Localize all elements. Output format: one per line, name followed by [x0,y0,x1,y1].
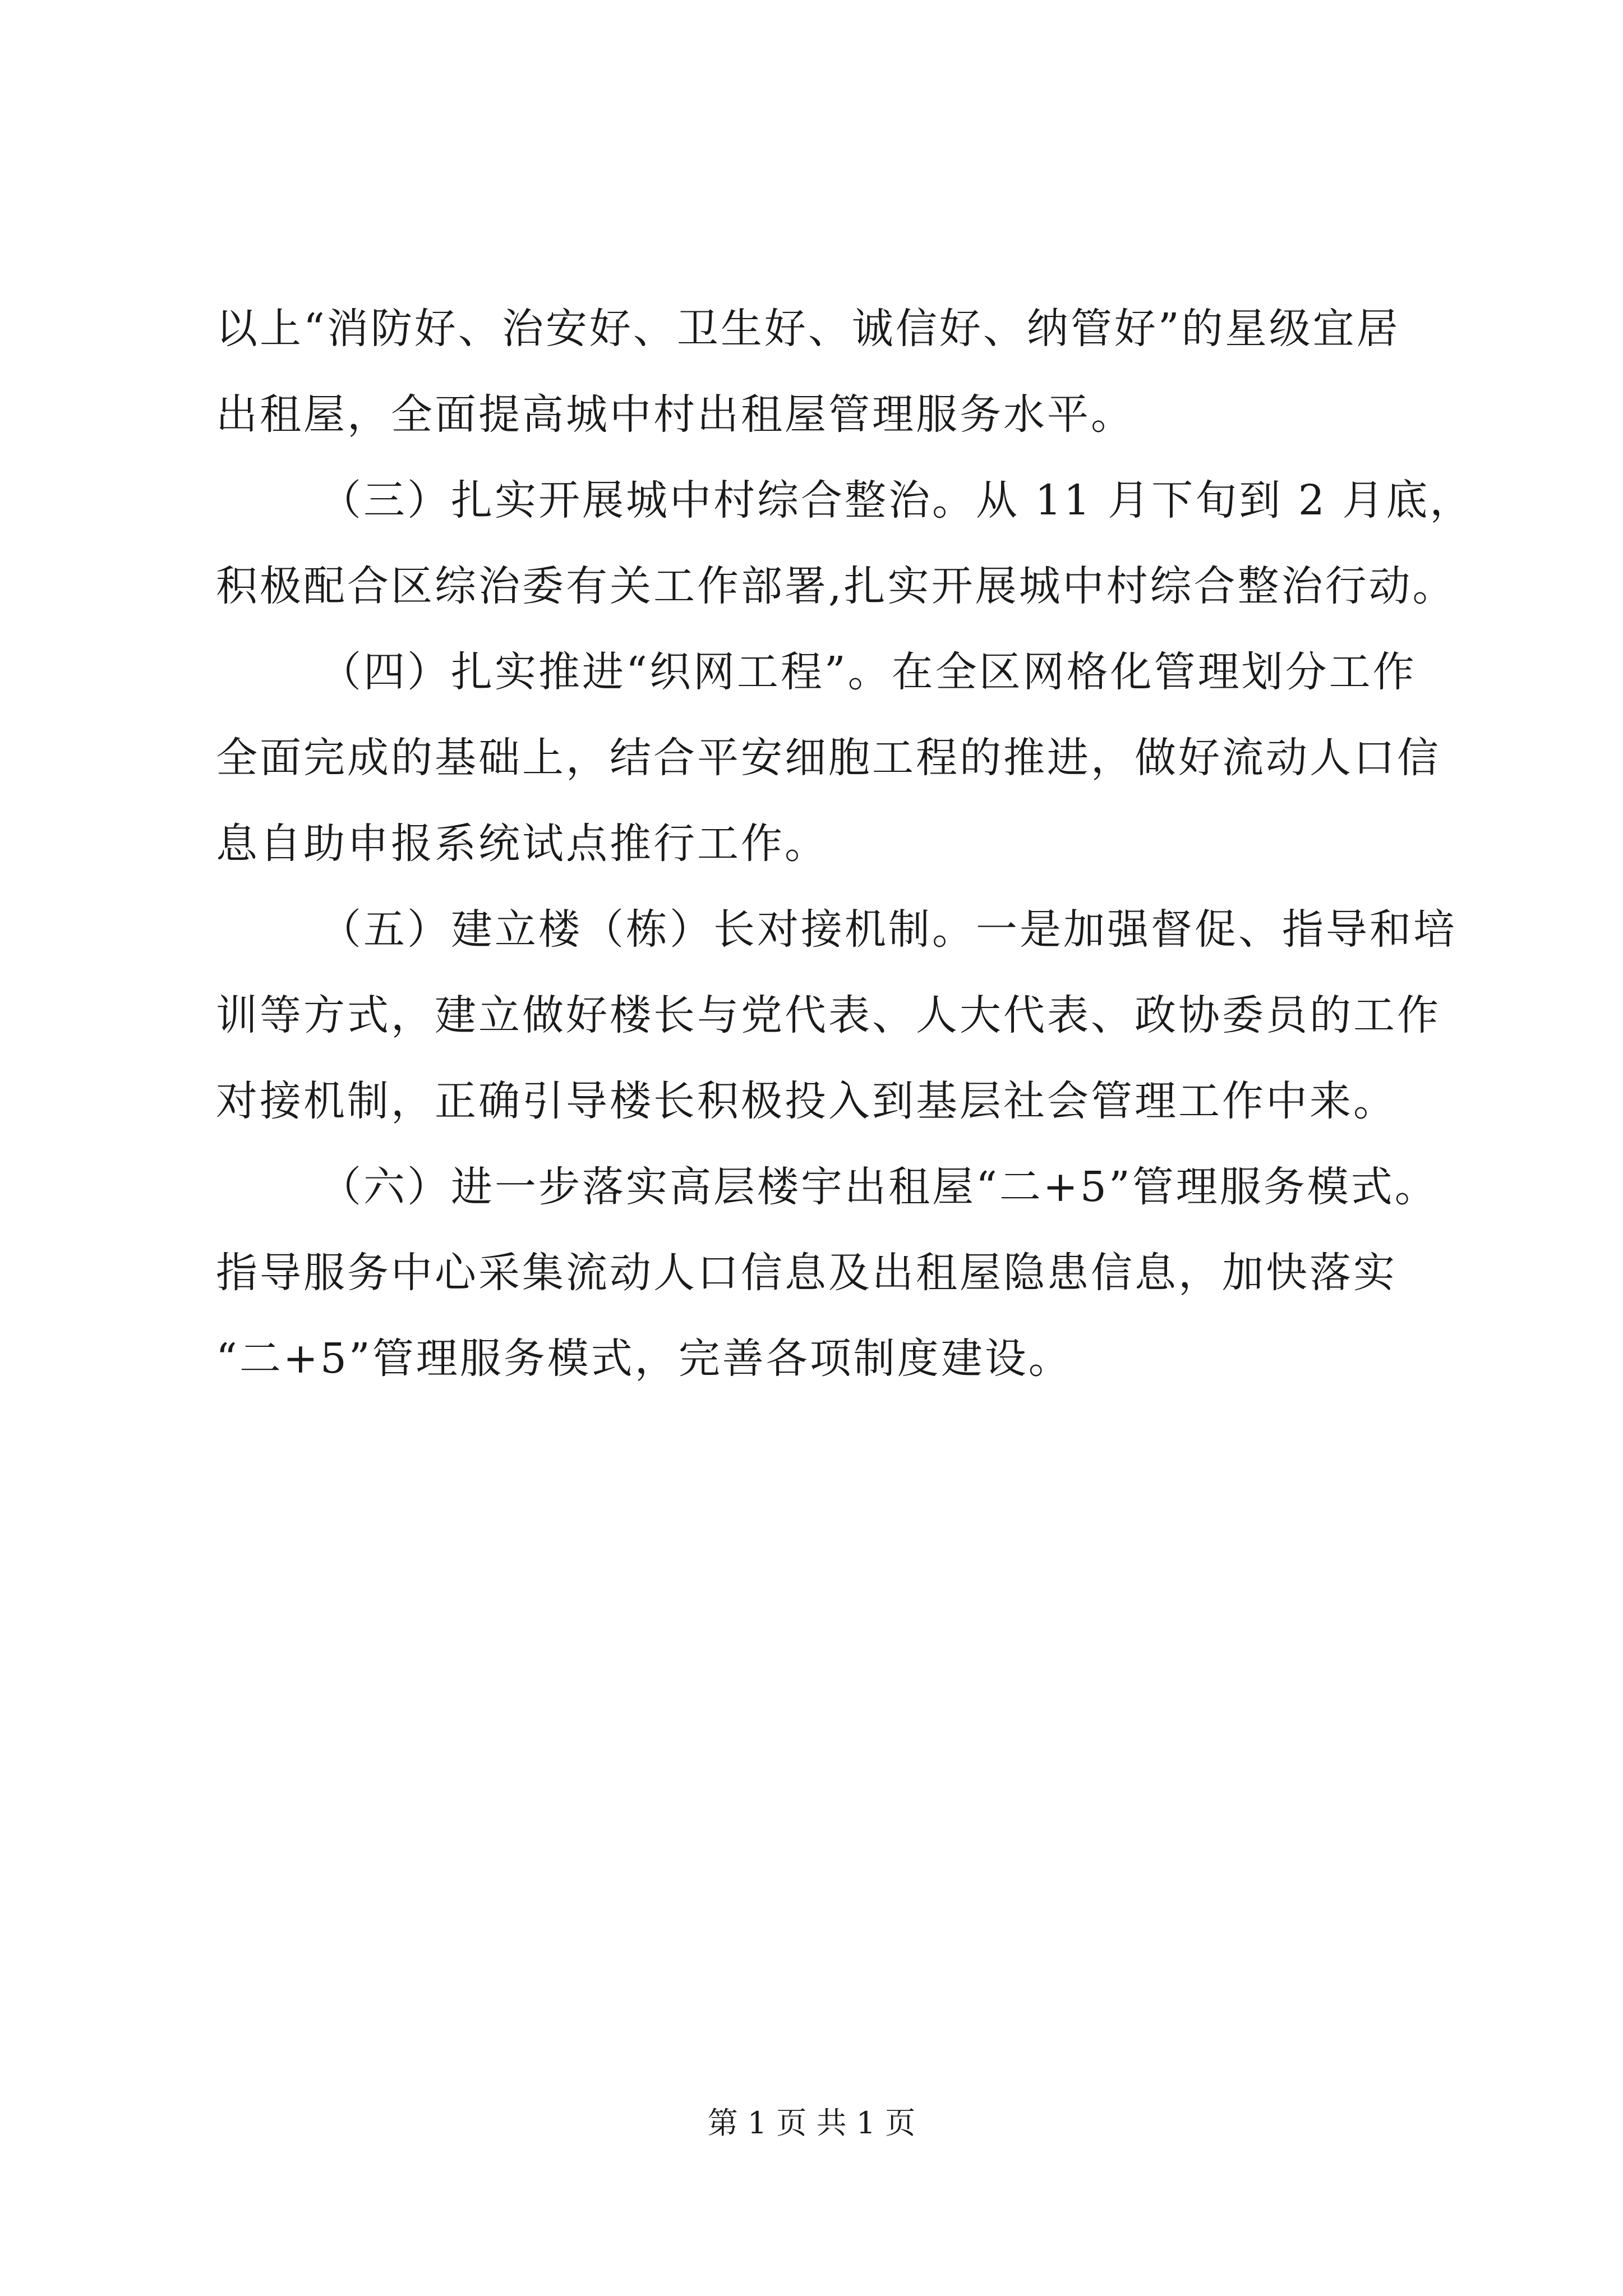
section-heading-line: （六）进一步落实高层楼宇出租屋“二+5”管理服务模式。 [320,1163,1438,1211]
page-footer: 第 1 页 共 1 页 [707,2105,916,2141]
section-heading-line: （四）扎实推进“织网工程”。在全区网格化管理划分工作 [320,648,1417,696]
section-heading-line: （五）建立楼（栋）长对接机制。一是加强督促、指导和培 [320,905,1457,954]
body-line: 出租屋，全面提高城中村出租屋管理服务水平。 [216,390,1135,439]
body-line: 指导服务中心采集流动人口信息及出租屋隐患信息，加快落实 [216,1249,1397,1297]
body-line: 全面完成的基础上，结合平安细胞工程的推进，做好流动人口信 [216,734,1441,782]
document-body [216,286,1474,1402]
body-line: 以上“消防好、治安好、卫生好、诚信好、纳管好”的星级宜居 [216,305,1400,353]
body-line: “二+5”管理服务模式，完善各项制度建设。 [216,1335,1072,1383]
section-heading-line: （三）扎实开展城中村综合整治。从 11 月下旬到 2 月底， [320,476,1474,524]
body-line: 训等方式，建立做好楼长与党代表、人大代表、政协委员的工作 [216,991,1441,1039]
body-line: 对接机制，正确引导楼长积极投入到基层社会管理工作中来。 [216,1077,1397,1125]
body-line: 积极配合区综治委有关工作部署,扎实开展城中村综合整治行动。 [216,562,1456,610]
body-line: 息自助申报系统试点推行工作。 [216,820,828,868]
